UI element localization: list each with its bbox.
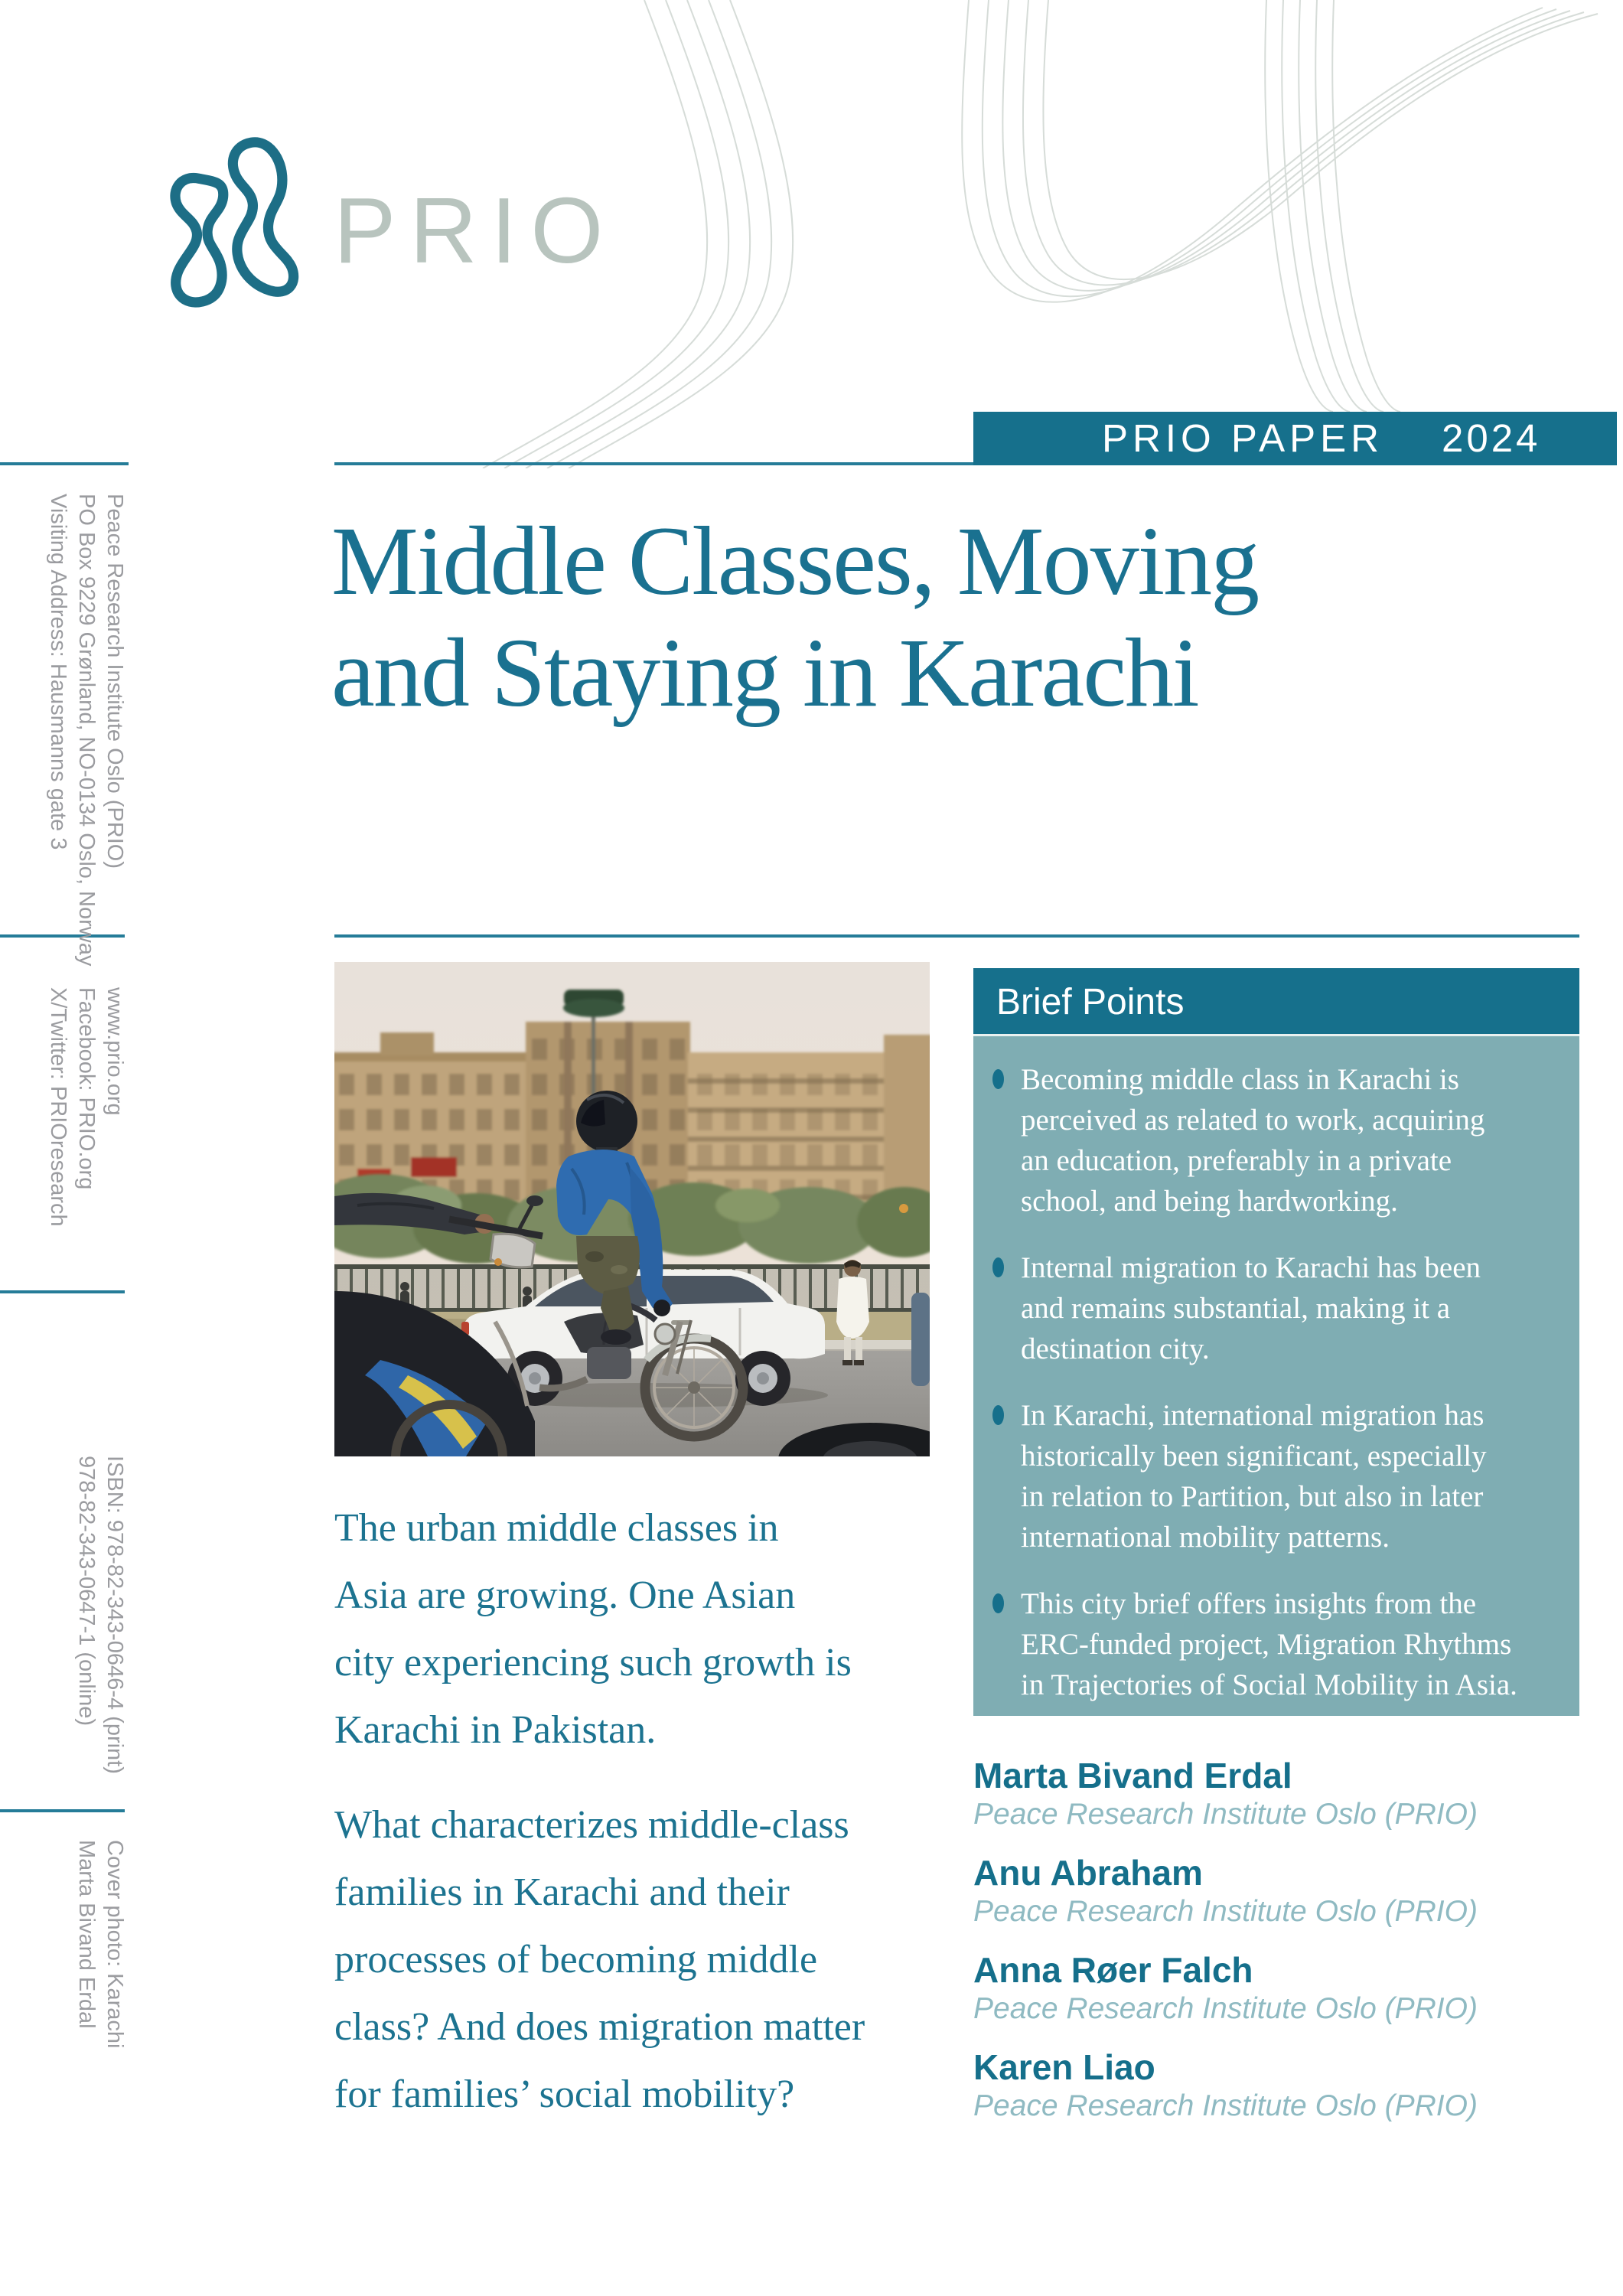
brief-point-item	[973, 1583, 1564, 1705]
brief-point-item	[973, 1247, 1564, 1369]
sidebar-line: Visiting Address: Hausmanns gate 3	[46, 494, 70, 850]
lead-line: What characterizes middle-class	[334, 1803, 849, 1847]
brief-point-line: an education, preferably in a private	[1021, 1144, 1452, 1177]
page-title	[331, 505, 1258, 729]
karachi-street-photo	[334, 962, 930, 1456]
bullet-icon	[992, 1405, 1004, 1425]
series-label: PRIO PAPER	[1102, 416, 1383, 460]
sidebar-line: PO Box 9229 Grønland, NO-0134 Oslo, Norway	[74, 494, 99, 967]
sidebar-web-contacts	[44, 987, 129, 1477]
sidebar-line: 978-82-343-0647-1 (online)	[74, 1456, 99, 1727]
lead-line: The urban middle classes in	[334, 1506, 779, 1550]
author-name: Anna Røer Falch	[973, 1950, 1253, 1990]
brief-points-panel	[973, 968, 1579, 1716]
sidebar-line: Peace Research Institute Oslo (PRIO)	[103, 494, 127, 869]
lead-line: class? And does migration matter	[334, 2005, 865, 2049]
bullet-icon	[992, 1593, 1004, 1613]
sidebar-line: Facebook: PRIO.org	[74, 987, 99, 1190]
author-affiliation: Peace Research Institute Oslo (PRIO)	[973, 1798, 1478, 1831]
divider	[334, 934, 1579, 938]
lead-paragraph-1	[334, 1495, 852, 1764]
author-name: Karen Liao	[973, 2047, 1155, 2087]
author-affiliation: Peace Research Institute Oslo (PRIO)	[973, 1992, 1478, 2025]
author-entry	[973, 1851, 1478, 1929]
prio-logo-wordmark: PRIO	[334, 178, 618, 282]
sidebar-line: www.prio.org	[103, 987, 127, 1116]
brief-point-line: in Trajectories of Social Mobility in Asia.	[1021, 1668, 1517, 1701]
author-name: Marta Bivand Erdal	[973, 1756, 1292, 1795]
author-entry	[973, 1754, 1478, 1832]
author-name: Anu Abraham	[973, 1853, 1203, 1893]
brief-point-line: in relation to Partition, but also in later	[1021, 1480, 1484, 1513]
series-year: 2024	[1441, 416, 1541, 460]
sidebar-line: X/Twitter: PRIOresearch	[46, 987, 70, 1227]
lead-paragraph-2	[334, 1792, 865, 2128]
lead-line: city experiencing such growth is	[334, 1641, 852, 1684]
sidebar-line: Marta Bivand Erdal	[74, 1840, 99, 2029]
brief-point-line: ERC-funded project, Migration Rhythms	[1021, 1628, 1512, 1661]
prio-logo-icon	[153, 130, 332, 309]
lead-line: for families’ social mobility?	[334, 2073, 795, 2116]
sidebar-cover-credit	[72, 1840, 129, 2296]
sidebar-line: Cover photo: Karachi	[103, 1840, 127, 2049]
lead-line: families in Karachi and their	[334, 1870, 790, 1914]
lead-line: Asia are growing. One Asian	[334, 1574, 796, 1617]
author-entry	[973, 2046, 1478, 2124]
brief-point-line: This city brief offers insights from the	[1021, 1587, 1476, 1620]
sidebar-line: ISBN: 978-82-343-0646-4 (print)	[103, 1456, 127, 1774]
sidebar-address	[44, 494, 129, 983]
title-line: Middle Classes, Moving	[331, 507, 1259, 615]
authors-list	[973, 1754, 1478, 2143]
author-affiliation: Peace Research Institute Oslo (PRIO)	[973, 1895, 1478, 1928]
brief-point-line: Becoming middle class in Karachi is	[1021, 1063, 1459, 1096]
brief-point-item	[973, 1059, 1564, 1221]
author-entry	[973, 1949, 1478, 2027]
brief-points-heading: Brief Points	[973, 968, 1579, 1036]
brief-point-line: destination city.	[1021, 1332, 1210, 1365]
brief-point-line: and remains substantial, making it a	[1021, 1292, 1451, 1325]
brief-point-line: international mobility patterns.	[1021, 1521, 1390, 1554]
bullet-icon	[992, 1257, 1004, 1277]
divider	[334, 462, 973, 465]
lead-line: processes of becoming middle	[334, 1938, 818, 1981]
divider	[0, 462, 129, 465]
brief-point-line: perceived as related to work, acquiring	[1021, 1104, 1485, 1137]
series-banner	[973, 412, 1617, 465]
lead-line: Karachi in Pakistan.	[334, 1708, 657, 1752]
author-affiliation: Peace Research Institute Oslo (PRIO)	[973, 2089, 1478, 2122]
bullet-icon	[992, 1069, 1004, 1089]
title-line: and Staying in Karachi	[331, 618, 1198, 727]
brief-point-line: historically been significant, especially	[1021, 1440, 1487, 1473]
brief-points-body	[973, 1036, 1579, 1716]
brief-point-line: In Karachi, international migration has	[1021, 1399, 1484, 1432]
brief-point-item	[973, 1395, 1564, 1557]
brief-point-line: school, and being hardworking.	[1021, 1185, 1398, 1218]
brief-point-line: Internal migration to Karachi has been	[1021, 1251, 1481, 1284]
